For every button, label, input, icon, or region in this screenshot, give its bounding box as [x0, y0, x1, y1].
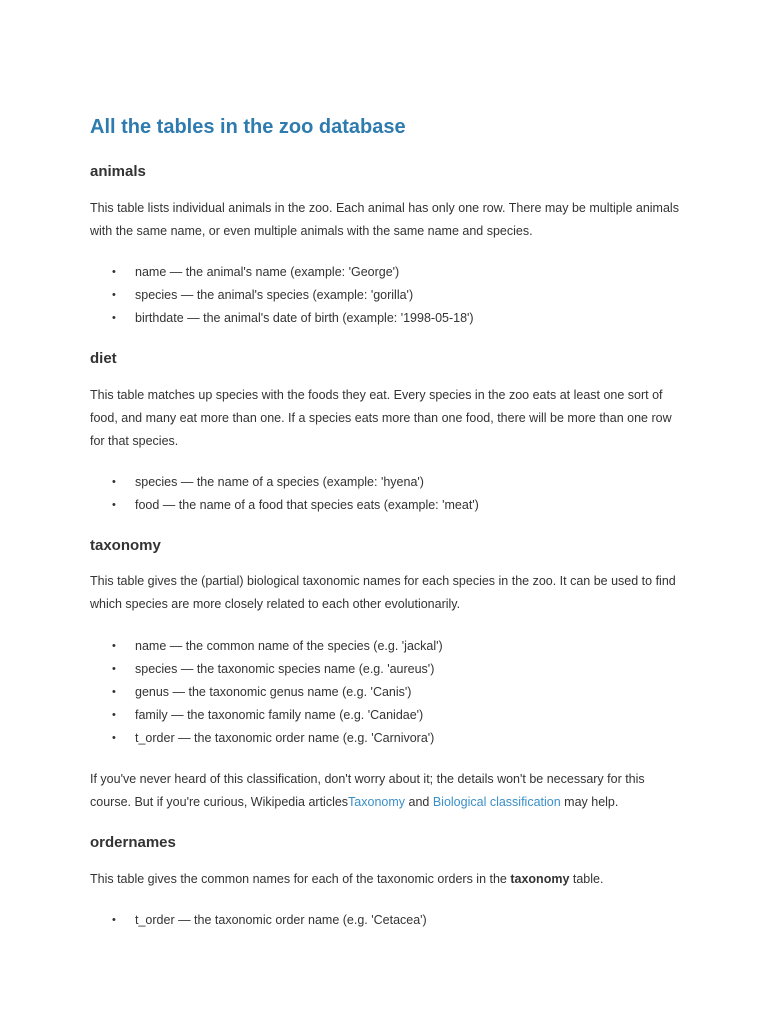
bullet-icon: •: [112, 499, 116, 511]
list-item: • family — the taxonomic family name (e.g. 'Canidae'): [90, 704, 680, 727]
field-list-ordernames: [90, 909, 680, 932]
list-item: • species — the animal's species (example: 'gorilla'): [90, 284, 680, 307]
page-title: All the tables in the zoo database: [90, 116, 406, 138]
list-item: • t_order — the taxonomic order name (e.g. 'Cetacea'): [90, 909, 680, 932]
section-heading-taxonomy: taxonomy: [90, 537, 161, 554]
list-item: • species — the taxonomic species name (e.g. 'aureus'): [90, 658, 680, 681]
bullet-icon: •: [112, 709, 116, 721]
bullet-icon: •: [112, 289, 116, 301]
section-intro-diet: This table matches up species with the foods they eat. Every species in the zoo eats at least one sort of food, and many eat more than one. If a species eats more than one food, there will be more than one row for that species.: [90, 388, 672, 448]
section-intro-ordernames: This table gives the common names for each of the taxonomic orders in the taxonomy table.: [90, 872, 604, 886]
bullet-icon: •: [112, 312, 116, 324]
field-list-animals: [90, 261, 680, 330]
bullet-icon: •: [112, 476, 116, 488]
field-list-taxonomy: [90, 635, 680, 750]
bullet-icon: •: [112, 266, 116, 278]
section-intro-taxonomy: This table gives the (partial) biological taxonomic names for each species in the zoo. It can be used to find which species are more closely related to each other evolutionarily.: [90, 574, 676, 611]
bullet-icon: •: [112, 732, 116, 744]
section-intro-animals: This table lists individual animals in the zoo. Each animal has only one row. There may be multiple animals with the same name, or even multiple animals with the same name and species.: [90, 201, 679, 238]
section-heading-animals: animals: [90, 163, 146, 180]
section-heading-diet: diet: [90, 350, 117, 367]
taxonomy-table-name: taxonomy: [510, 872, 570, 886]
list-item: • genus — the taxonomic genus name (e.g. 'Canis'): [90, 681, 680, 704]
bullet-icon: •: [112, 686, 116, 698]
list-item: • name — the animal's name (example: 'George'): [90, 261, 680, 284]
list-item: • t_order — the taxonomic order name (e.g. 'Carnivora'): [90, 727, 680, 750]
field-list-diet: [90, 471, 680, 517]
section-heading-ordernames: ordernames: [90, 834, 176, 851]
list-item: • name — the common name of the species (e.g. 'jackal'): [90, 635, 680, 658]
bullet-icon: •: [112, 663, 116, 675]
list-item: • birthdate — the animal's date of birth (example: '1998-05-18'): [90, 307, 680, 330]
bullet-icon: •: [112, 640, 116, 652]
biological-classification-link[interactable]: Biological classification: [432, 795, 561, 809]
taxonomy-link[interactable]: Taxonomy: [348, 795, 406, 809]
list-item: • species — the name of a species (example: 'hyena'): [90, 471, 680, 494]
list-item: • food — the name of a food that species eats (example: 'meat'): [90, 494, 680, 517]
taxonomy-note: If you've never heard of this classification, don't worry about it; the details won't be necessary for this course. But if you're curious, Wikipedia articlesTaxonomy and Biological classification may help.: [90, 772, 645, 809]
bullet-icon: •: [112, 914, 116, 926]
